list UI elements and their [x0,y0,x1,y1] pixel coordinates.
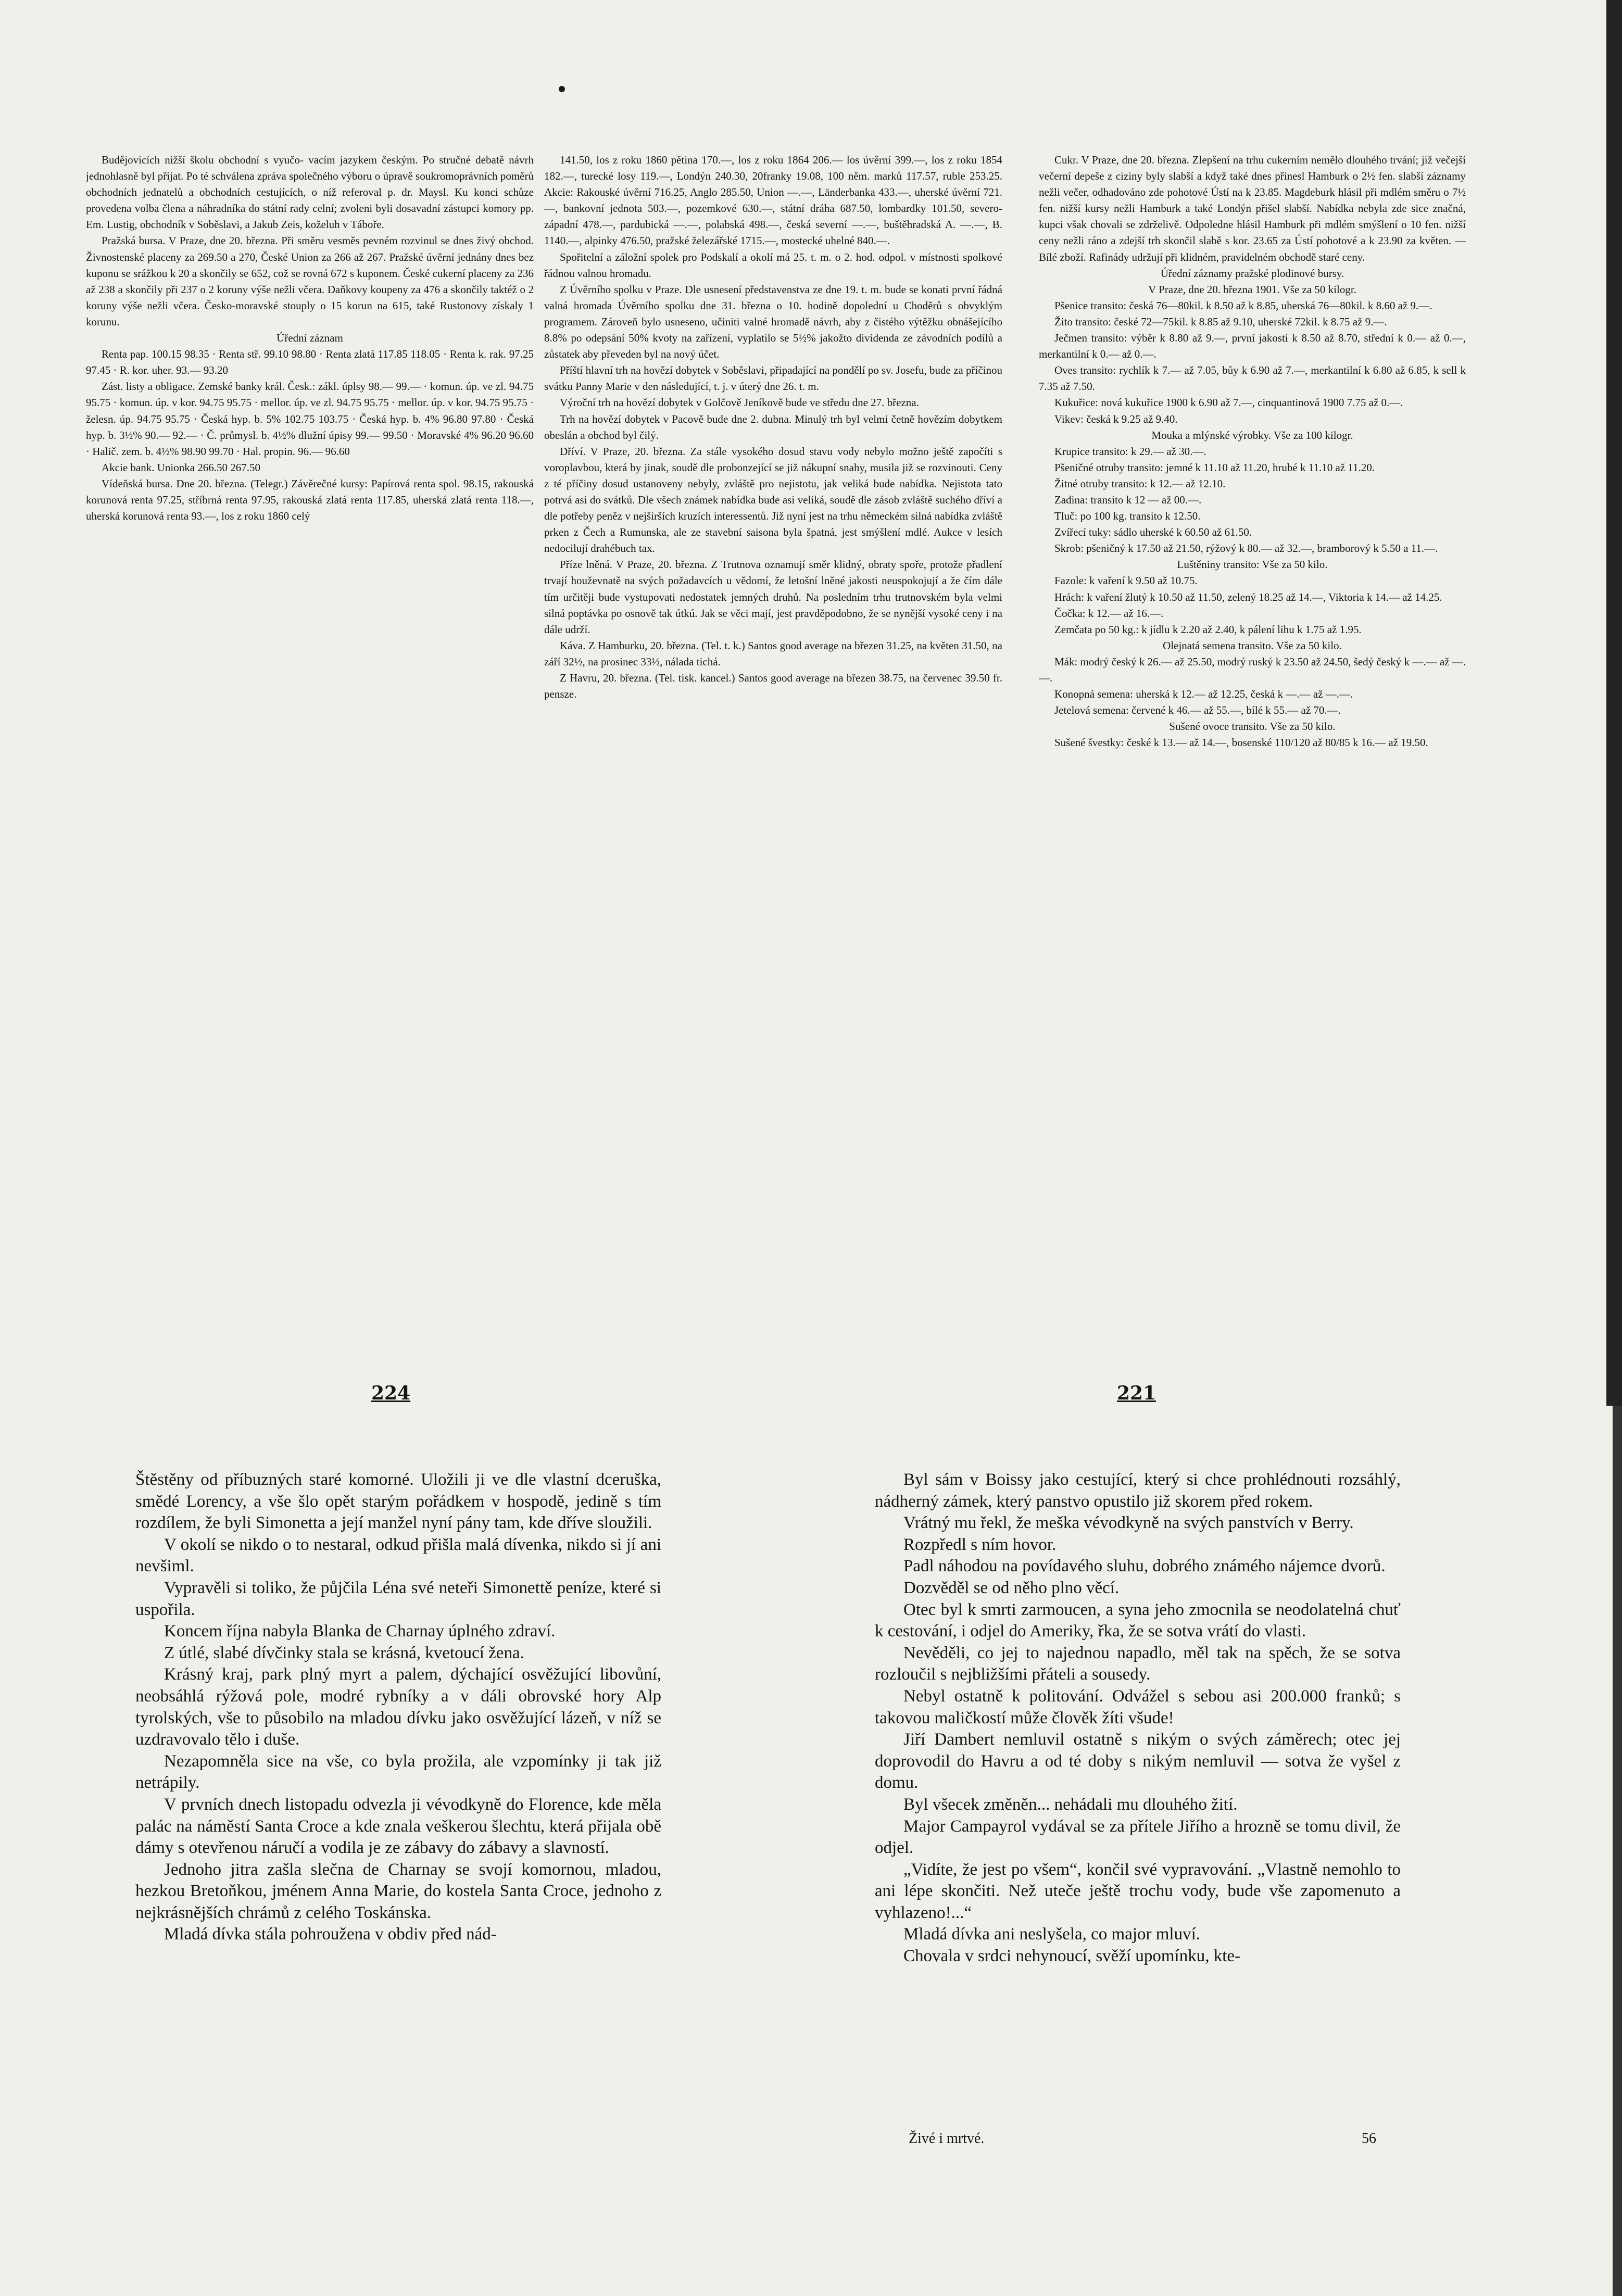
paragraph: Dozvěděl se od něho plno věcí. [903,1578,1120,1597]
paragraph: Nevěděli, co jej to najednou napadlo, měl tak na spěch, že se sotva rozloučil s nejbližšími přáteli a sousedy. [875,1643,1401,1684]
paragraph: V Praze, dne 20. března 1901. Vše za 50 kilogr. [1148,283,1356,296]
paragraph: Rozpředl s ním hovor. [903,1535,1057,1554]
paragraph: Jednoho jitra zašla slečna de Charnay se svojí komornou, mladou, hezkou Bretoňkou, jménem Anna Marie, do kostela Santa Croce, jednoho z nejkrásnějších chrámů z celého Toskánska. [135,1860,661,1922]
printer-dot [559,86,565,92]
novel-page-right [875,1469,1401,2183]
paragraph: Čočka: k 12.— až 16.—. [1054,607,1164,620]
paragraph: Otec byl k smrti zarmoucen, a syna jeho zmocnila se neodolatelná chuť k cestování, i odjel do Ameriky, řka, že se sotva vrátí do vlasti. [875,1600,1401,1641]
paragraph: Oves transito: rychlík k 7.— až 7.05, bůy k 6.90 až 7.—, merkantilní k 6.80 až 6.85, k sell k 7.35 až 7.50. [1039,364,1466,393]
paragraph: Mladá dívka stála pohroužena v obdiv před nád- [164,1925,497,1944]
paragraph: Zást. listy a obligace. Zemské banky král. Česk.: zákl. úplsy 98.— 99.— · komun. úp. ve zl. 94.75 95.75 · komun. úp. v kor. 94.75 95.75 · mellor. úp. ve zl. 94.75 95.75 · mellor. úp. v kor. 94.75 95.75 · želesn. úp. 94.75 95.75 · Česká hyp. b. 5% 102.75 103.75 · Česká hyp. b. 4% 96.80 97.80 · Česká hyp. b. 3½% 90.— 92.— · Č. průmysl. b. 4½% dlužní úpisy 99.— 99.50 · Moravské 4% 96.20 96.60 · Halič. zem. b. 4½% 98.90 99.70 · Hal. propin. 96.— 96.60 [86,380,534,458]
paragraph: Sušené ovoce transito. Vše za 50 kilo. [1169,720,1336,733]
paragraph: Mladá dívka ani neslyšela, co major mluví. [903,1925,1201,1944]
paragraph: Fazole: k vaření k 9.50 až 10.75. [1054,574,1198,587]
paragraph: Trh na hovězí dobytek v Pacově bude dne 2. dubna. Minulý trh byl velmi četně hovězím dobytkem obeslán a obchod byl čilý. [544,412,1002,441]
paragraph: Mák: modrý český k 26.— až 25.50, modrý ruský k 23.50 až 24.50, šedý český k —.— až —.—. [1039,655,1466,684]
paragraph: Úřední záznamy pražské plodinové bursy. [1160,267,1344,280]
paragraph: Vrátný mu řekl, že meška vévodkyně na svých panstvích v Berry. [903,1513,1354,1533]
paragraph: Žito transito: české 72—75kil. k 8.85 až 9.10, uherské 72kil. k 8.75 až 9.—. [1054,315,1387,328]
paragraph: Padl náhodou na povídavého sluhu, dobrého známého nájemce dvorů. [903,1557,1386,1576]
paragraph: Akcie bank. Unionka 266.50 267.50 [102,461,261,474]
paragraph: Pšeničné otruby transito: jemné k 11.10 až 11.20, hrubé k 11.10 až 11.20. [1054,461,1375,474]
paragraph: Krásný kraj, park plný myrt a palem, dýchající osvěžující libovůní, neobsáhlá rýžová pole, modré rybníky a v dáli obrovské hory Alp tyrolských, vše to působilo na mladou dívku jako osvěžující lázeň, v níž se uzdravovalo tělo i duše. [135,1665,661,1749]
paragraph: Budějovicích nižší školu obchodní s vyučo- vacím jazykem českým. Po stručné debatě návrh jednohlasně byl přijat. Po té schválena zpráva společného výboru o úpravě soukromoprávních poměrů obchodních jednatelů a obchodních cestujících, o níž referoval p. dr. Maysl. Ku konci schůze provedena volba člena a náhradníka do státní rady celní; zvoleni byli dosavadní zástupci komory pp. Em. Lustig, obchodník v Soběslavi, a Jakub Zeis, koželuh v Táboře. [86,154,534,231]
paragraph: Olejnatá semena transito. Vše za 50 kilo. [1163,639,1342,652]
paragraph: Úřední záznam [276,332,343,345]
news-column-middle [544,152,1002,1219]
scan-edge-lower [1613,1406,1622,2296]
paragraph: Jetelová semena: červené k 46.— až 55.—, bílé k 55.— až 70.—. [1054,704,1341,717]
paragraph: Z útlé, slabé dívčinky stala se krásná, kvetoucí žena. [164,1643,524,1662]
paragraph: „Vidíte, že jest po všem“, končil své vypravování. „Vlastně nemohlo to ani lépe skončiti. Než uteče ještě trochu vody, bude vše zapomenuto a vyhlazeno!...“ [875,1860,1401,1922]
paragraph: Major Campayrol vydával se za přítele Jiřího a hrozně se tomu divil, že odjel. [875,1816,1401,1858]
page-number-right: 221 [1117,1382,1156,1404]
paragraph: Z Úvěrního spolku v Praze. Dle usnesení představenstva ze dne 19. t. m. bude se konati první řádná valná hromada Úvěrního spolku dne 31. března o 10. hodině dopolední u Choděrů s obvyklým programem. Zároveň bylo usneseno, učiniti valné hromadě návrh, aby z čistého výtěžku obnášejícího 8.8% po odepsání 50% kvoty na zařízení, vyplatilo se 5½% jakožto dividenda ze závodních podílů a zůstatek aby převeden byl na nový účet. [544,283,1002,361]
paragraph: Štěstěny od příbuzných staré komorné. Uložili ji ve dle vlastní dceruška, smědé Lorency, a vše šlo opět starým pořádkem v hospodě, jedině s tím rozdílem, že byli Simonetta a její manžel nyní pány tam, kde dříve sloužili. [135,1470,661,1533]
paragraph: Zadina: transito k 12 — až 00.—. [1054,493,1202,506]
paragraph: Byl všecek změněn... nehádali mu dlouhého žití. [903,1795,1238,1814]
paragraph: Vikev: česká k 9.25 až 9.40. [1054,412,1178,425]
paragraph: V prvních dnech listopadu odvezla ji vévodkyně do Florence, kde měla palác na náměstí Santa Croce a kde znala veškerou šlechtu, která přijala obě dámy s otevřenou náručí a vodila je ze zábavy do zábavy a slavností. [135,1795,661,1858]
paragraph: Vídeňská bursa. Dne 20. března. (Telegr.) Závěrečné kursy: Papírová renta spol. 98.15, rakouská korunová renta 97.25, stříbrná renta 97.95, rakouská zlatá renta 117.85, uherská zlatá renta 118.—, uherská korunová renta 93.—, los z roku 1860 celý [86,477,534,523]
page-number-left: 224 [371,1382,411,1404]
paragraph: Zvířecí tuky: sádlo uherské k 60.50 až 61.50. [1054,526,1252,539]
novel-page-left [135,1469,661,2110]
paragraph: Příští hlavní trh na hovězí dobytek v Soběslavi, připadající na pondělí po sv. Josefu, bude za příčinou svátku Panny Marie v den následující, t. j. v úterý dne 26. t. m. [544,364,1002,393]
paragraph: Hrách: k vaření žlutý k 10.50 až 11.50, zelený 18.25 až 14.—, Viktoria k 14.— až 14.25. [1054,590,1442,603]
paragraph: 141.50, los z roku 1860 pětina 170.—, los z roku 1864 206.— los úvěrní 399.—, los z roku 1854 182.—, turecké losy 119.—, Londýn 240.30, 20franky 19.08, 100 něm. marků 117.57, ruble 253.25. Akcie: Rakouské úvěrní 716.25, Anglo 285.50, Union —.—, Länderbanka 433.—, uherské úvěrní 721.—, bankovní jednota 503.—, pozemkové 630.—, státní dráha 687.50, lombardky 101.50, severo-západní 478.—, pardubická —.—, polabská 498.—, česká severní —.—, buštěhradská A. —.—, B. 1140.—, alpinky 476.50, pražské železářské 1715.—, mostecké uhelné 840.—. [544,154,1002,247]
paragraph: Konopná semena: uherská k 12.— až 12.25, česká k —.— až —.—. [1054,688,1353,701]
paragraph: Koncem října nabyla Blanka de Charnay úplného zdraví. [164,1622,556,1641]
paragraph: Dříví. V Praze, 20. března. Za stále vysokého dosud stavu vody nebylo možno ještě započíti s voroplavbou, která by jinak, soudě dle probonzející se již nákupní snahy, musila již se rozvinouti. Ceny z té příčiny dosud ustanoveny nebyly, zvláště pro nejistotu, jak veliká bude nabídka. Nejistota tato potrvá asi do svátků. Dle všech známek nabídka bude asi veliká, soudě dle zásob zvláště suchého dříví a dle potřeby peněz v nejširších kruzích interessentů. Již nyní jest na trhu německém silná nabídka zvláště prken z Čech a Rumunska, ale ze stavební saisona byla špatná, jest smýšlení mdlé. Aukce v lesích nedocilují drahébuch tax. [544,445,1002,555]
paragraph: Nebyl ostatně k politování. Odvážel s sebou asi 200.000 franků; s takovou maličkostí může člověk žíti všude! [875,1686,1401,1727]
paragraph: Sušené švestky: české k 13.— až 14.—, bosenské 110/120 až 80/85 k 16.— až 19.50. [1054,736,1428,749]
paragraph: Byl sám v Boissy jako cestující, který si chce prohlédnouti rozsáhlý, nádherný zámek, který panstvo opustilo již skorem před rokem. [875,1470,1401,1511]
paragraph: Tluč: po 100 kg. transito k 12.50. [1054,510,1201,523]
paragraph: Káva. Z Hamburku, 20. března. (Tel. t. k.) Santos good average na březen 31.25, na květen 31.50, na září 32½, na prosinec 33½, nálada tichá. [544,639,1002,668]
paragraph: Cukr. V Praze, dne 20. března. Zlepšení na trhu cukerním nemělo dlouhého trvání; již večejší večerní depeše z ciziny byly slabší a když také dnes přinesl Hamburk o 2½ fen. slabší záznamy nežli večer, odhadováno zde pohotové Ústí na k 23.85. Magdeburk hlásil při mdlém směru o 7½ fen. nižší kursy nežli Hamburk a také Londýn přišel slabší. Nabídka nebyla zde sice značná, kupci však chovali se zdrželivě. Odpoledne hlásil Hamburk při mdlém smýšlení o 10 fen. nižší ceny nežli ráno a zdejší trh skončil slabě s kor. 23.65 za Ústí pohotové a k 23.90 za květen. — Bílé zboží. Rafinády udržují při klidném, pravidelném obchodě staré ceny. [1039,154,1466,263]
sheet-number-footer: 56 [1362,2130,1376,2147]
paragraph: Z Havru, 20. března. (Tel. tisk. kancel.) Santos good average na březen 38.75, na červenec 39.50 fr. pensze. [544,672,1002,701]
paragraph: Spořitelní a záložní spolek pro Podskalí a okolí má 25. t. m. o 2. hod. odpol. v místnosti spolkové řádnou valnou hromadu. [544,250,1002,280]
paragraph: Vypravěli si toliko, že půjčila Léna své neteři Simonettě peníze, které si uspořila. [135,1578,661,1619]
paragraph: Mouka a mlýnské výrobky. Vše za 100 kilogr. [1151,428,1353,441]
paragraph: Kukuřice: nová kukuřice 1900 k 6.90 až 7.—, cinquantinová 1900 7.75 až 0.—. [1054,396,1403,409]
paragraph: V okolí se nikdo o to nestaral, odkud přišla malá dívenka, nikdo si jí ani nevšiml. [135,1535,661,1576]
paragraph: Pražská bursa. V Praze, dne 20. března. Při směru vesměs pevném rozvinul se dnes živý obchod. Živnostenské placeny za 269.50 a 270, České Union za 266 až 267. Pražské úvěrní jednány dnes bez kuponu se srážkou k 20 a skončily se 652, což se rovná 672 s kuponem. České cukerní placeny za 236 až 238 a skončily při 237 o 2 koruny výše nežli včera. Daňkovy koupeny za 476 a skončily taktéž o 2 koruny výše nežli včera. Česko-moravské stouply o 15 korun na 615, také Rustonovy získaly 1 korunu. [86,234,534,328]
scan-edge [1606,0,1622,1406]
paragraph: Ječmen transito: výběr k 8.80 až 9.—, první jakosti k 8.50 až 8.70, střední k 0.— až 0.—, merkantilní k 0.— až 0.—. [1039,332,1466,361]
paragraph: Luštěniny transito: Vše za 50 kilo. [1177,558,1328,571]
paragraph: Renta pap. 100.15 98.35 · Renta stř. 99.10 98.80 · Renta zlatá 117.85 118.05 · Renta k. rak. 97.25 97.45 · R. kor. uher. 93.— 93.20 [86,348,534,377]
news-column-right [1039,152,1466,1261]
paragraph: Jiří Dambert nemluvil ostatně s nikým o svých záměrech; otec jej doprovodil do Havru a od té doby s nikým nemluvil — sotva že vyšel z domu. [875,1730,1401,1793]
paragraph: Zemčata po 50 kg.: k jídlu k 2.20 až 2.40, k pálení lihu k 1.75 až 1.95. [1054,623,1362,636]
paragraph: Pšenice transito: česká 76—80kil. k 8.50 až k 8.85, uherská 76—80kil. k 8.60 až 9.—. [1054,299,1432,312]
paragraph: Příze lněná. V Praze, 20. března. Z Trutnova oznamují směr klidný, obraty spoře, protože přadlení trvají houževnatě na svých požadavcích u vědomí, že letošní lněné jakosti neuspokojují a že čím dále tím určitěji bude vystupovati nedostatek jemných druhů. Na posledním trhu trutnovském byla velmi silná poptávka po osnově tak útkú. Jak se věci mají, jest pravděpodobno, že se nynější vysoké ceny i na dále udrží. [544,558,1002,636]
paragraph: Nezapomněla sice na vše, co byla prožila, ale vzpomínky ji tak již netrápily. [135,1751,661,1793]
book-title-footer: Živé i mrtvé. [909,2130,985,2147]
paragraph: Výroční trh na hovězí dobytek v Golčově Jeníkově bude ve středu dne 27. března. [560,396,919,409]
paragraph: Skrob: pšeničný k 17.50 až 21.50, rýžový k 80.— až 32.—, bramborový k 5.50 a 11.—. [1054,542,1438,555]
paragraph: Krupice transito: k 29.— až 30.—. [1054,445,1206,458]
news-column-left [86,152,534,1048]
paragraph: Chovala v srdci nehynoucí, svěží upomínku, kte- [903,1947,1241,1966]
paragraph: Žitné otruby transito: k 12.— až 12.10. [1054,477,1226,490]
